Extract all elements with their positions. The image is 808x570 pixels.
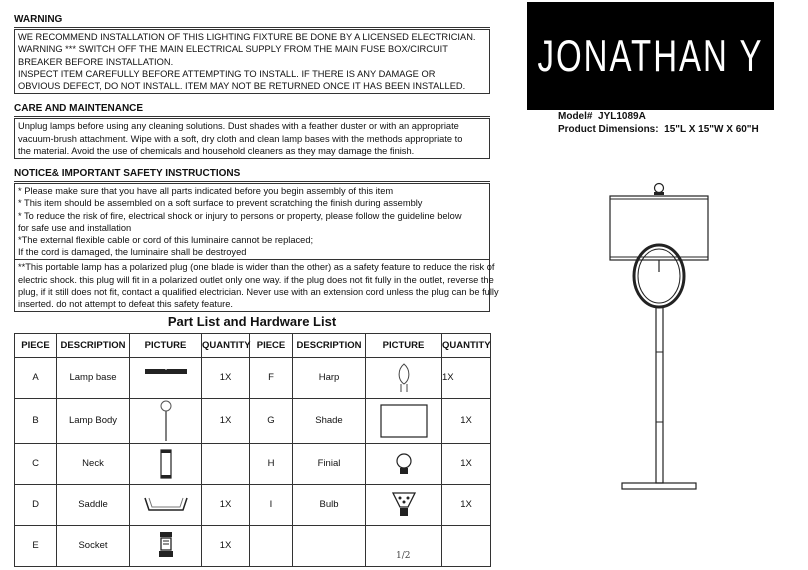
care-line: vacuum-brush attachment. Wipe with a soft, dry cloth and clean lamp bases with the methods appropriate to (18, 133, 463, 144)
quantity-cell (442, 526, 491, 567)
description-cell: Lamp Body (57, 399, 130, 444)
safety-box-1 (14, 183, 490, 260)
description-cell: Finial (293, 444, 366, 485)
piece-cell (250, 526, 293, 567)
neck-picture (130, 444, 202, 485)
finial-picture (366, 444, 442, 485)
warning-line: BREAKER BEFORE INSTALLATION. (18, 56, 174, 67)
instructions-column (14, 14, 499, 567)
shade-picture (366, 399, 442, 444)
quantity-cell: 1X (202, 526, 250, 567)
piece-cell: F (250, 358, 293, 399)
description-cell: Neck (57, 444, 130, 485)
safety-line: for safe use and installation (18, 222, 132, 233)
piece-cell: A (15, 358, 57, 399)
quantity-cell: 1X (202, 358, 250, 399)
warning-line: OBVIOUS DEFECT, DO NOT INSTALL. ITEM MAY NOT BE RETURNED ONCE IT HAS BEEN INSTALLED. (18, 81, 466, 92)
safety-line: If the cord is damaged, the luminaire shall be destroyed (18, 247, 247, 258)
col-header: PICTURE (366, 334, 442, 358)
col-header: DESCRIPTION (57, 334, 130, 358)
shade-shape (610, 196, 708, 260)
lamp-base-picture (130, 358, 202, 399)
parts-table (14, 333, 491, 567)
finial-base (654, 192, 664, 195)
safety-title: NOTICE& IMPORTANT SAFETY INSTRUCTIONS (14, 168, 490, 182)
page-number: 1/2 (396, 551, 411, 561)
description-cell: Harp (293, 358, 366, 399)
socket-picture (130, 526, 202, 567)
care-line: Unplug lamps before using any cleaning solutions. Dust shades with a feather duster or with an appropriate (18, 121, 459, 132)
safety-line: plug, if it still does not fit, contact a qualified electrician. Never use with an extension cord unless the plug can be fully (18, 286, 499, 297)
col-header: QUANTITY (442, 334, 491, 358)
model-label: Model# (558, 111, 593, 122)
piece-cell: G (250, 399, 293, 444)
safety-line: inserted. do not attempt to defeat this safety feature. (18, 299, 233, 310)
safety-box-2 (14, 260, 499, 312)
col-header: PIECE (15, 334, 57, 358)
warning-line: INSPECT ITEM CAREFULLY BEFORE ATTEMPTING TO INSTALL. IF THERE IS ANY DAMAGE OR (18, 68, 436, 79)
quantity-cell: 1X (442, 399, 491, 444)
description-cell: Bulb (293, 485, 366, 526)
safety-line: * This item should be assembled on a soft surface to prevent scratching the finish during assembly (18, 198, 423, 209)
care-line: the material. Avoid the use of chemicals and household cleaners as they may damage the finish. (18, 145, 415, 156)
description-cell: Socket (57, 526, 130, 567)
quantity-cell (202, 444, 250, 485)
quantity-cell: 1X (202, 399, 250, 444)
warning-title: WARNING (14, 14, 490, 28)
table-row (15, 444, 491, 485)
quantity-cell: 1X (442, 358, 491, 399)
table-header-row (15, 334, 491, 358)
pole-shape (656, 307, 663, 483)
safety-line: * To reduce the risk of fire, electrical shock or injury to persons or property, please follow the guideline below (18, 210, 462, 221)
table-row (15, 358, 491, 399)
piece-cell: B (15, 399, 57, 444)
col-header: QUANTITY (202, 334, 250, 358)
floor-lamp-illustration (600, 182, 720, 492)
description-cell: Saddle (57, 485, 130, 526)
col-header: PICTURE (130, 334, 202, 358)
saddle-picture (130, 485, 202, 526)
warning-box (14, 29, 490, 94)
piece-cell: I (250, 485, 293, 526)
warning-line: WARNING *** SWITCH OFF THE MAIN ELECTRICAL SUPPLY FROM THE MAIN FUSE BOX/CIRCUIT (18, 44, 448, 55)
description-cell: Shade (293, 399, 366, 444)
quantity-cell: 1X (442, 485, 491, 526)
warning-line: WE RECOMMEND INSTALLATION OF THIS LIGHTING FIXTURE BE DONE BY A LICENSED ELECTRICIAN. (18, 32, 476, 43)
product-info (558, 110, 759, 136)
bulb-picture (366, 485, 442, 526)
piece-cell: H (250, 444, 293, 485)
description-cell (293, 526, 366, 567)
brand-logo: JONATHAN Y (527, 2, 774, 110)
lamp-body-picture (130, 399, 202, 444)
care-title: CARE AND MAINTENANCE (14, 103, 490, 117)
dimensions-label: Product Dimensions: (558, 124, 659, 135)
piece-cell: C (15, 444, 57, 485)
safety-line: electric shock. this plug will fit in a polarized outlet only one way. if the plug does not fit fully in the outlet, reverse the (18, 274, 494, 285)
safety-line: **This portable lamp has a polarized plug (one blade is wider than the other) as a safety feature to reduce the risk of (18, 262, 495, 273)
description-cell: Lamp base (57, 358, 130, 399)
model-value: JYL1089A (598, 111, 646, 122)
dimensions-value: 15"L X 15"W X 60"H (664, 124, 759, 135)
table-row (15, 526, 491, 567)
quantity-cell: 1X (202, 485, 250, 526)
finial-shape (655, 184, 664, 193)
harp-picture (366, 358, 442, 399)
table-row (15, 399, 491, 444)
col-header: DESCRIPTION (293, 334, 366, 358)
ring-shape (634, 245, 684, 307)
safety-line: *The external flexible cable or cord of this luminaire cannot be replaced; (18, 235, 314, 246)
piece-cell: E (15, 526, 57, 567)
parts-title: Part List and Hardware List (167, 314, 337, 330)
col-header: PIECE (250, 334, 293, 358)
quantity-cell: 1X (442, 444, 491, 485)
care-box (14, 118, 490, 159)
safety-line: * Please make sure that you have all parts indicated before you begin assembly of this item (18, 186, 394, 197)
base-shape (622, 483, 696, 489)
piece-cell: D (15, 485, 57, 526)
table-row (15, 485, 491, 526)
